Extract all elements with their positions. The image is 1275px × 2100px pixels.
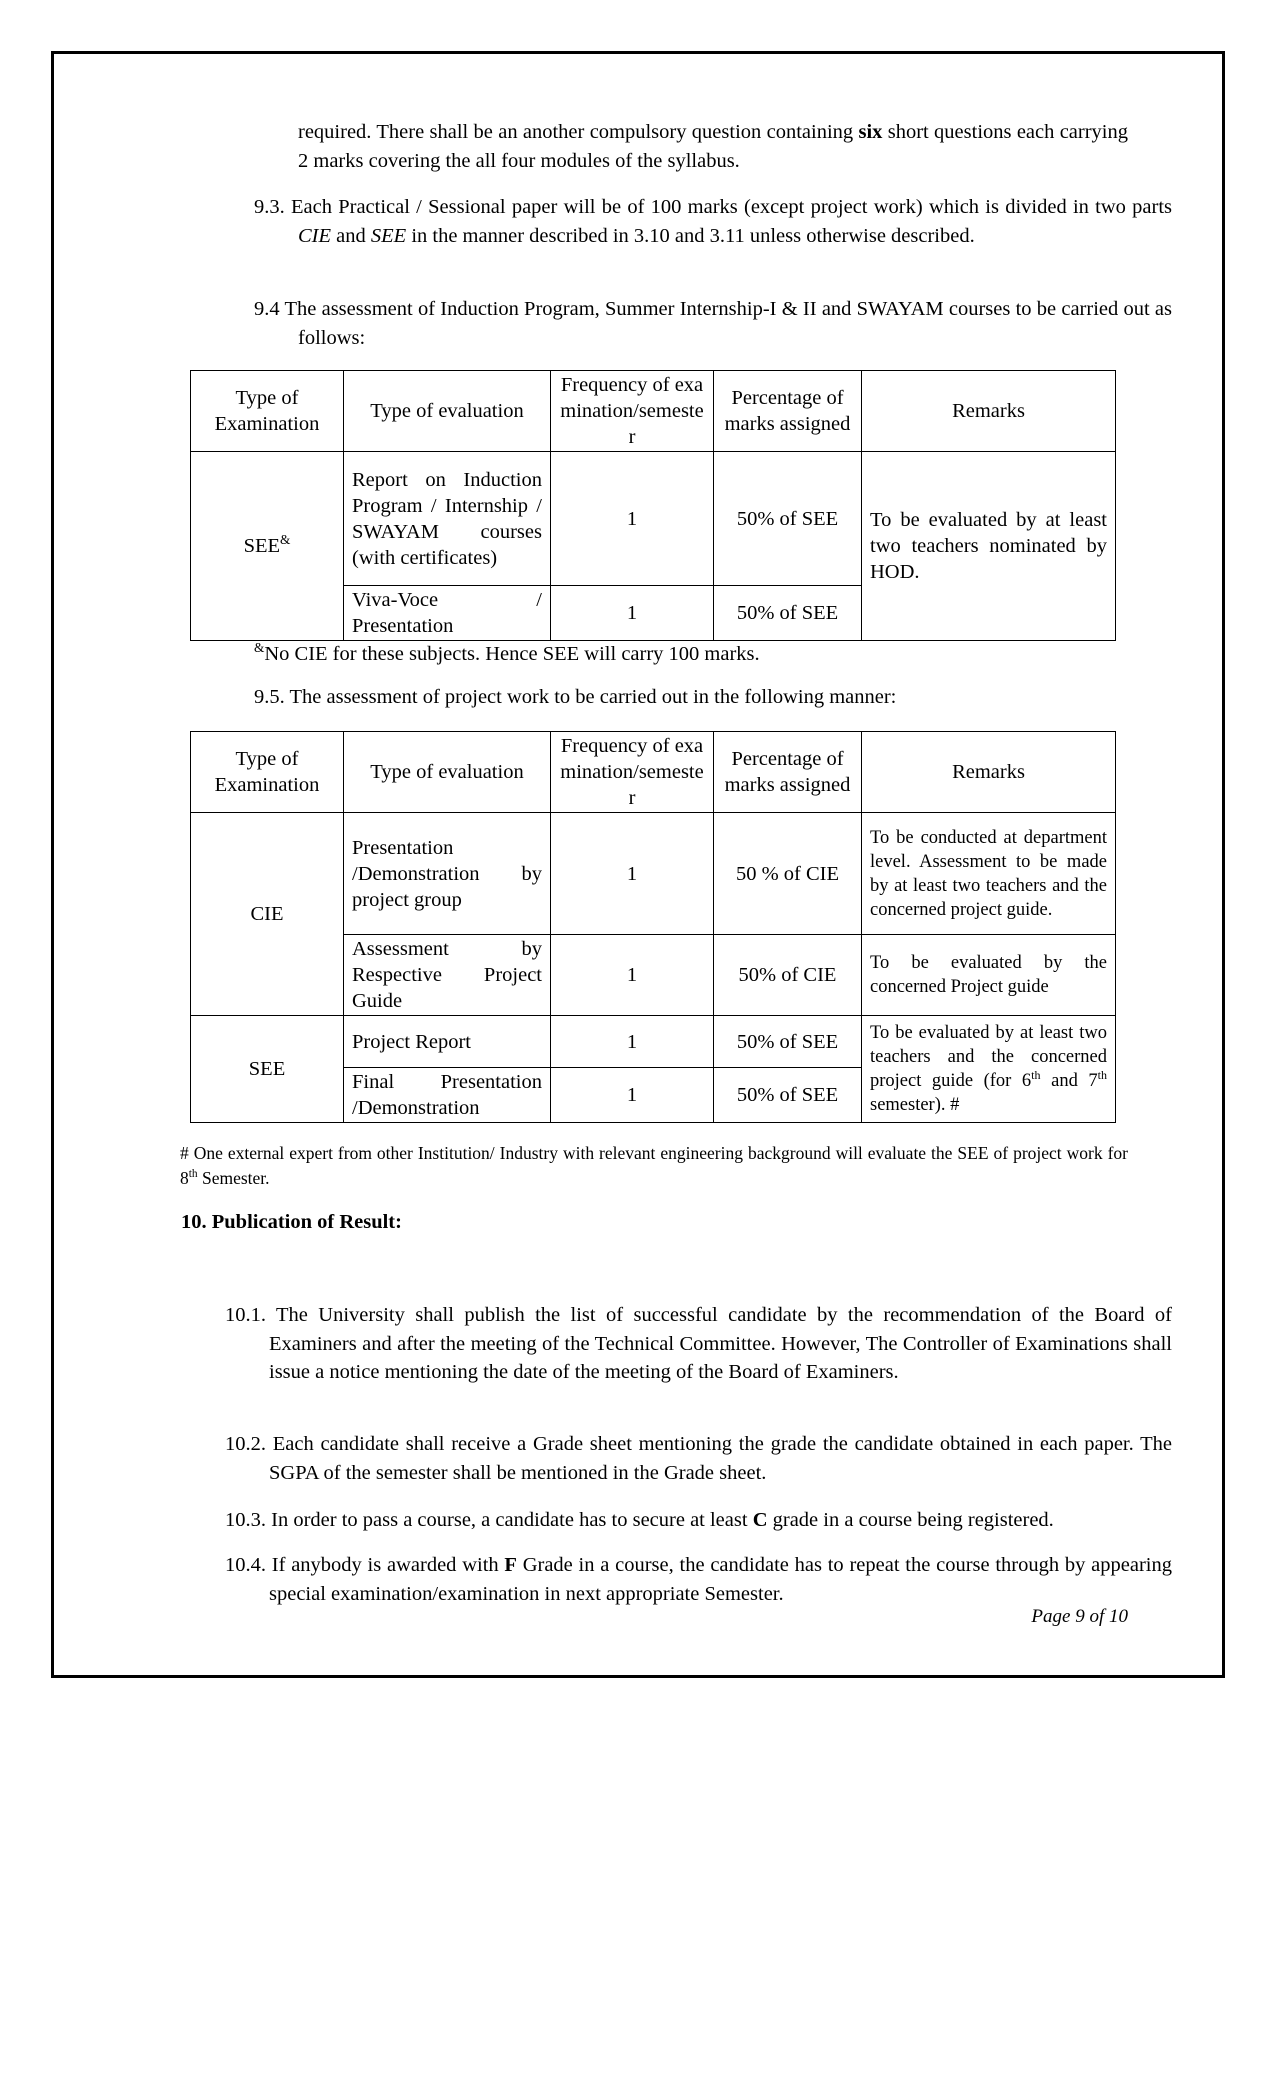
exam-type-cell — [191, 452, 344, 641]
frequency-cell: 1 — [551, 935, 714, 1016]
evaluation-cell: Assessment by Respective Project Guide — [344, 935, 551, 1016]
evaluation-cell: Viva-Voce / Presentation — [344, 586, 551, 641]
bold-text: F — [504, 1554, 517, 1576]
text-run: grade in a course being registered. — [767, 1509, 1054, 1531]
text-run: and — [331, 224, 371, 247]
text-run: To be evaluated by at least two teachers and the concerned project guide (for 6 — [870, 1023, 1107, 1091]
superscript: th — [188, 1168, 198, 1181]
percentage-cell: 50% of SEE — [714, 586, 862, 641]
table-row — [191, 452, 1116, 586]
induction-assessment-table — [190, 370, 1116, 641]
header-cell: Remarks — [862, 732, 1116, 813]
frequency-cell: 1 — [551, 586, 714, 641]
text-run: semester). # — [870, 1095, 960, 1115]
footnote — [180, 1141, 1128, 1191]
percentage-cell: 50 % of CIE — [714, 813, 862, 935]
superscript: & — [280, 532, 291, 548]
superscript: th — [1097, 1067, 1107, 1082]
superscript: th — [1031, 1067, 1041, 1082]
table-header-row — [191, 732, 1116, 813]
table-note — [254, 640, 760, 668]
text-run: # One external expert from other Institution/ Industry with relevant engineering background will evaluate the SEE of project work for 8 — [180, 1143, 1128, 1188]
percentage-cell: 50% of CIE — [714, 935, 862, 1016]
text-run: 10.3. In order to pass a course, a candidate has to secure at least — [225, 1509, 753, 1531]
header-cell: Type of evaluation — [344, 371, 551, 452]
percentage-cell: 50% of SEE — [714, 1016, 862, 1068]
italic-text: CIE — [298, 224, 332, 247]
paragraph-continuation — [298, 118, 1128, 175]
paragraph-9-4: 9.4 The assessment of Induction Program, Summer Internship-I & II and SWAYAM courses to be carried out as follows: — [254, 298, 1172, 349]
evaluation-cell: Final Presentation /Demonstration — [344, 1068, 551, 1123]
text-run: short questions each carrying 2 marks covering the all four modules of the syllabus. — [298, 121, 1128, 172]
header-cell: Frequency of examination/semester — [551, 371, 714, 452]
section-heading: 10. Publication of Result: — [181, 1211, 402, 1233]
header-cell: Frequency of examination/semester — [551, 732, 714, 813]
text-run: Grade in a course, the candidate has to repeat the course through by appearing special examination/examination in next appropriate Semester. — [269, 1554, 1172, 1605]
table-header-row — [191, 371, 1116, 452]
paragraph-10-3 — [225, 1506, 1172, 1535]
header-cell: Percentage of marks assigned — [714, 732, 862, 813]
text-run: in the manner described in 3.10 and 3.11 unless otherwise described. — [406, 224, 975, 247]
evaluation-cell: Report on Induction Program / Internship / SWAYAM courses (with certificates) — [344, 452, 551, 586]
header-cell: Type of Examination — [191, 732, 344, 813]
exam-type-label: SEE — [243, 535, 281, 557]
remarks-cell: To be evaluated by at least two teachers nominated by HOD. — [862, 452, 1116, 641]
evaluation-cell: Presentation /Demonstration by project group — [344, 813, 551, 935]
percentage-cell: 50% of SEE — [714, 452, 862, 586]
text-run: required. There shall be an another compulsory question containing — [298, 121, 859, 143]
bold-text: six — [858, 121, 883, 143]
superscript: & — [254, 640, 265, 656]
text-run: 9.3. Each Practical / Sessional paper will be of 100 marks (except project work) which is divided in two parts — [254, 196, 1172, 218]
exam-type-cell: SEE — [191, 1016, 344, 1123]
remarks-cell: To be conducted at department level. Assessment to be made by at least two teachers and the concerned project guide. — [862, 813, 1116, 935]
header-cell: Type of Examination — [191, 371, 344, 452]
remarks-cell — [862, 1016, 1116, 1123]
table-row — [191, 1016, 1116, 1068]
page-number: Page 9 of 10 — [1031, 1606, 1128, 1627]
paragraph-9-3 — [254, 193, 1172, 250]
frequency-cell: 1 — [551, 813, 714, 935]
exam-type-cell: CIE — [191, 813, 344, 1016]
header-cell: Percentage of marks assigned — [714, 371, 862, 452]
note-text: No CIE for these subjects. Hence SEE will carry 100 marks. — [264, 643, 760, 665]
frequency-cell: 1 — [551, 1016, 714, 1068]
percentage-cell: 50% of SEE — [714, 1068, 862, 1123]
paragraph-10-4 — [225, 1551, 1172, 1608]
text-run: 10.4. If anybody is awarded with — [225, 1554, 505, 1576]
paragraph-9-5: 9.5. The assessment of project work to be carried out in the following manner: — [254, 686, 897, 708]
italic-text: SEE — [370, 224, 407, 247]
header-cell: Type of evaluation — [344, 732, 551, 813]
bold-text: C — [752, 1509, 768, 1531]
frequency-cell: 1 — [551, 452, 714, 586]
remarks-cell: To be evaluated by the concerned Project guide — [862, 935, 1116, 1016]
paragraph-10-1: 10.1. The University shall publish the list of successful candidate by the recommendation of the Board of Examiners and after the meeting of the Technical Committee. However, The Controller of Examinations shall issue a notice mentioning the date of the meeting of the Board of Examiners. — [225, 1304, 1172, 1383]
table-row — [191, 813, 1116, 935]
paragraph-10-2: 10.2. Each candidate shall receive a Grade sheet mentioning the grade the candidate obtained in each paper. The SGPA of the semester shall be mentioned in the Grade sheet. — [225, 1433, 1172, 1484]
evaluation-cell: Project Report — [344, 1016, 551, 1068]
header-cell: Remarks — [862, 371, 1116, 452]
text-run: Semester. — [197, 1168, 270, 1188]
text-run: and 7 — [1040, 1071, 1098, 1091]
project-assessment-table — [190, 731, 1116, 1123]
frequency-cell: 1 — [551, 1068, 714, 1123]
